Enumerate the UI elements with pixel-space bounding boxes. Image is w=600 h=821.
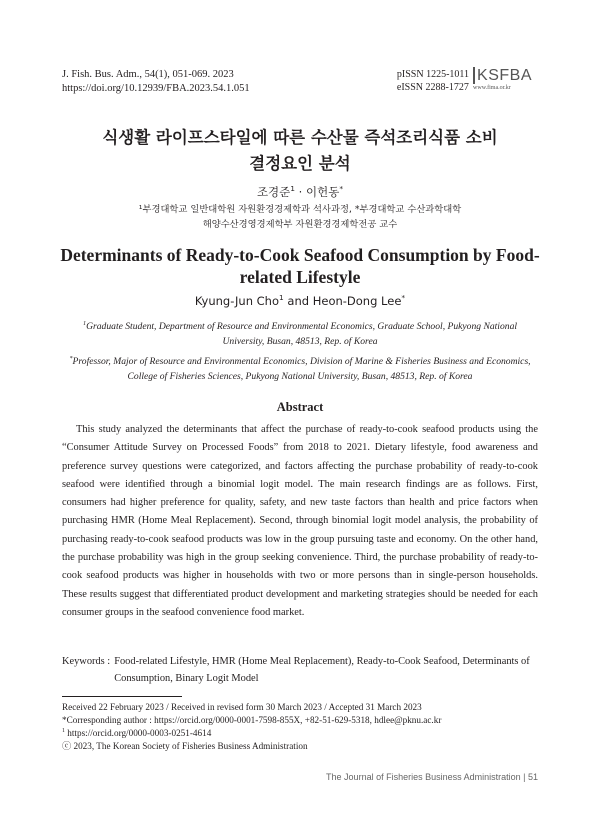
english-author-conj: and — [283, 294, 313, 308]
orcid-author1 — [62, 727, 441, 740]
english-affil1-mark: 1 — [82, 319, 87, 327]
english-affil2-text: Professor, Major of Resource and Environmental Economics, Division of Marine & Fisheries Business and Economics, College of Fisheries Sciences, Pukyong National University, Busan, 48513, Rep. of Korea — [72, 356, 531, 382]
abstract-heading: Abstract — [276, 400, 324, 414]
orcid1-mark: 1 — [62, 727, 65, 734]
korean-title-line1: 식생활 라이프스타일에 따른 수산물 즉석조리식품 소비 — [102, 128, 498, 147]
keywords — [62, 653, 538, 687]
doi-link[interactable]: https://doi.org/10.12939/FBA.2023.54.1.051 — [62, 83, 250, 94]
english-author1-sup: 1 — [279, 293, 284, 303]
footnote-divider — [62, 696, 182, 697]
pissn: pISSN 1225-1011 — [396, 69, 470, 80]
english-title: Determinants of Ready-to-Cook Seafood Consumption by Food-related Lifestyle — [60, 245, 540, 287]
keywords-text: Food-related Lifestyle, HMR (Home Meal Replacement), Ready-to-Cook Seafood, Determinants of Consumption, Binary Logit Model — [114, 656, 530, 684]
eissn: eISSN 2288-1727 — [396, 82, 469, 93]
journal-reference: J. Fish. Bus. Adm., 54(1), 051-069. 2023 — [62, 69, 234, 80]
korean-affil-line1: ¹부경대학교 일반대학원 자원환경경제학과 석사과정, *부경대학교 수산과학대학 — [138, 204, 462, 215]
english-authors — [0, 294, 600, 308]
korean-affil-line2: 해양수산경영경제학부 자원환경경제학전공 교수 — [202, 219, 398, 230]
footer-sep: | — [520, 772, 528, 782]
english-author2: Heon-Dong Lee — [312, 294, 402, 308]
page-number: 51 — [527, 772, 538, 782]
corresponding-author: *Corresponding author : https://orcid.org/0000-0001-7598-855X, +82-51-629-5318, hdlee@pknu.ac.kr — [62, 715, 442, 725]
korean-author2-sup: * — [339, 184, 344, 194]
english-affil2 — [62, 355, 538, 384]
orcid1-link[interactable]: https://orcid.org/0000-0003-0251-4614 — [67, 728, 212, 738]
page-footer — [326, 772, 538, 782]
korean-author1: 조경준 — [256, 185, 291, 199]
ksfba-logo — [473, 68, 532, 92]
keywords-label: Keywords : — [62, 656, 111, 667]
korean-affiliation — [0, 202, 600, 232]
korean-title-line2: 결정요인 분석 — [249, 154, 351, 173]
abstract-body: This study analyzed the determinants that affect the purchase of ready-to-cook seafood products using the “Consumer Attitude Survey on Processed Foods” from 2018 to 2021. Dietary lifestyle, food awareness and preference survey questions were categorized, and factors affecting the purchase probability of ready-to-cook seafood were identified through a binomial logit model. The main research findings are as follows. First, consumers had higher preference for quality, safety, and new taste factors than health and price factors when purchasing HMR (Home Meal Replacement). Second, through binomial logit model analysis, the probability of purchasing ready-to-cook seafood products was low in the group pursuing taste and economy. On the other hand, the purchase probability was high in the group seeking convenience. Third, the purchase probability of ready-to-cook seafood products was higher in households with two or more persons than in single-person households. These results suggest that differentiated product development and marketing strategies should be needed for each consumer groups in the seafood convenience food market. — [62, 424, 538, 618]
logo-url[interactable]: www.fima.or.kr — [473, 85, 511, 91]
english-affil1-text: Graduate Student, Department of Resource and Environmental Economics, Graduate School, Pukyong National University, Busan, 48513, Rep. of Korea — [86, 321, 518, 347]
korean-author1-sup: 1 — [290, 184, 296, 194]
korean-author-separator: · — [295, 185, 306, 199]
english-affil1 — [62, 320, 538, 349]
english-author2-sup: * — [401, 293, 406, 303]
issn-block — [397, 68, 532, 94]
korean-title — [0, 125, 600, 177]
copyright: ⓒ 2023, The Korean Society of Fisheries Business Administration — [62, 741, 308, 751]
received-dates: Received 22 February 2023 / Received in revised form 30 March 2023 / Accepted 31 March 2023 — [62, 702, 422, 712]
korean-author2: 이헌동 — [306, 185, 340, 199]
korean-authors — [0, 184, 600, 200]
english-affiliations — [62, 320, 538, 390]
footnotes — [62, 701, 441, 753]
logo-text: KSFBA — [473, 67, 532, 84]
english-author1: Kyung-Jun Cho — [194, 294, 279, 308]
journal-header — [62, 68, 250, 96]
footer-journal: The Journal of Fisheries Business Administration — [326, 772, 521, 782]
english-affil2-mark: * — [69, 354, 73, 362]
